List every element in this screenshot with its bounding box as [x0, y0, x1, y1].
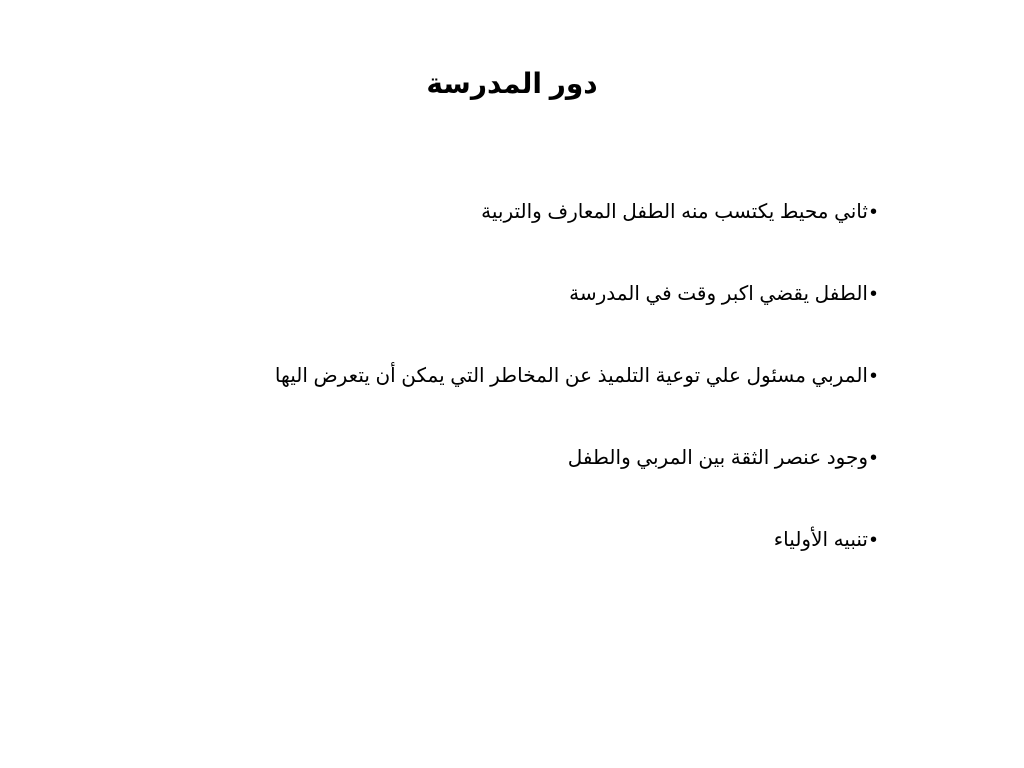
bullet-icon: •	[869, 201, 877, 223]
bullet-text: وجود عنصر الثقة بين المربي والطفل	[567, 447, 868, 469]
slide-title: دور المدرسة	[426, 68, 598, 99]
bullet-text: تنبيه الأولياء	[773, 529, 868, 551]
list-item	[57, 436, 877, 518]
list-item	[57, 518, 877, 600]
list-item	[57, 354, 877, 436]
bullet-icon: •	[869, 447, 877, 469]
bullet-icon: •	[869, 365, 877, 387]
list-item	[57, 190, 877, 272]
bullet-icon: •	[869, 283, 877, 305]
bullet-text: ثاني محيط يكتسب منه الطفل المعارف والتربية	[481, 201, 868, 223]
bullet-list	[57, 190, 877, 600]
list-item	[57, 272, 877, 354]
bullet-text: المربي مسئول علي توعية التلميذ عن المخاطر التي يمكن أن يتعرض اليها	[274, 365, 868, 387]
bullet-text: الطفل يقضي اكبر وقت في المدرسة	[569, 283, 868, 305]
bullet-icon: •	[869, 529, 877, 551]
